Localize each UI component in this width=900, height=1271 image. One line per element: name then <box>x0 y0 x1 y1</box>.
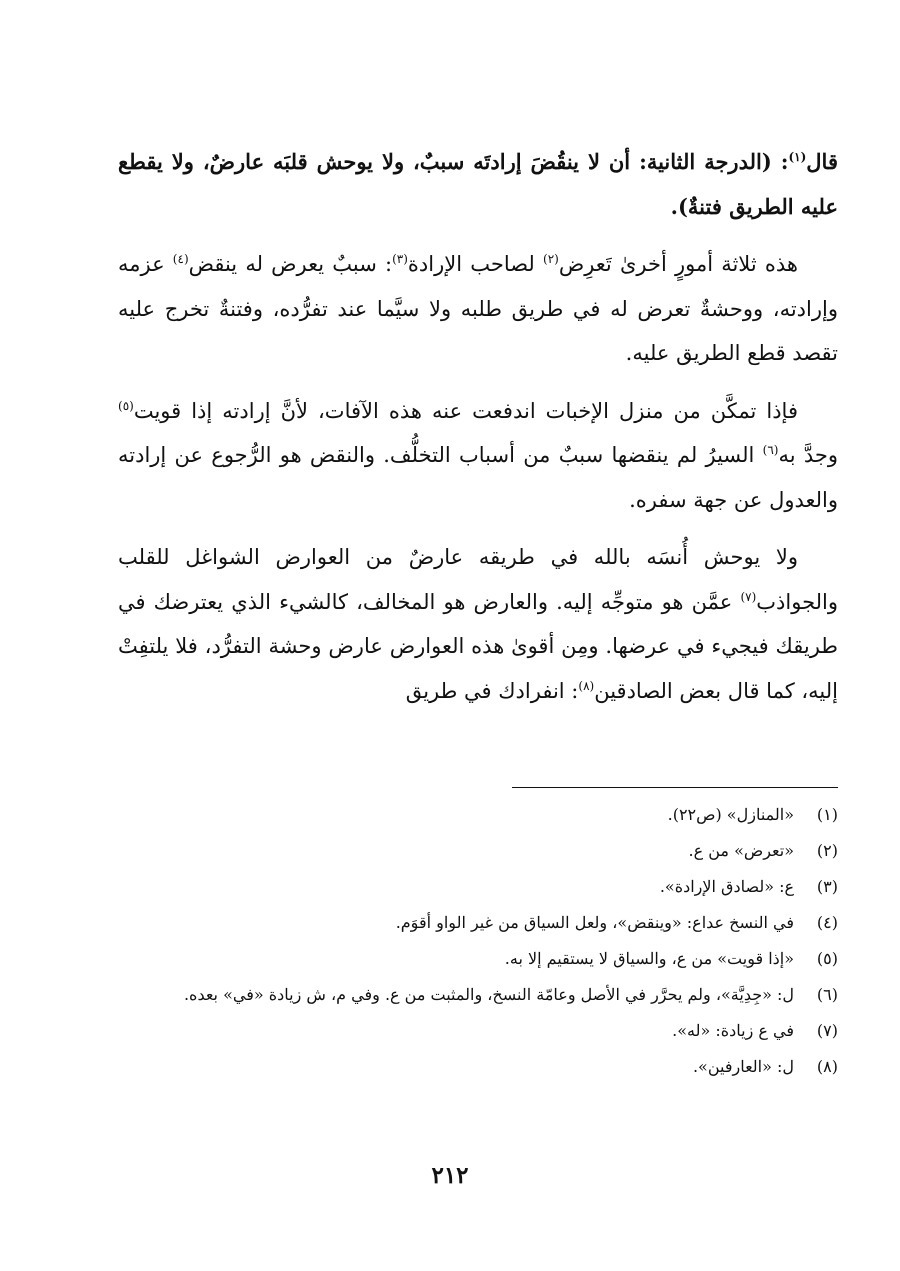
footnote-number: (٧) <box>816 1021 838 1040</box>
footnote-ref-4[interactable]: (٤) <box>172 252 189 266</box>
footnote-item <box>105 872 838 902</box>
footnotes <box>105 800 838 1088</box>
footnote-ref-2[interactable]: (٢) <box>543 252 559 266</box>
paragraph-three-matters <box>118 242 838 376</box>
quote-text: : (الدرجة الثانية: أن لا ينقُضَ إرادتَه سببٌ، ولا يوحش قلبَه عارضٌ، ولا يقطع عليه الطريق فتنةٌ). <box>118 149 838 219</box>
footnote-number: (٨) <box>816 1057 838 1076</box>
text-segment: وجدَّ به <box>778 443 838 467</box>
text-segment: لصاحب الإرادة <box>407 252 543 276</box>
footnote-item <box>105 908 838 938</box>
footnote-text: في ع زيادة: «له». <box>672 1021 794 1040</box>
main-text <box>118 140 838 726</box>
footnote-item <box>105 836 838 866</box>
paragraph-uns <box>118 535 838 713</box>
footnote-number: (٥) <box>816 949 838 968</box>
footnote-text: ل: «العارفين». <box>692 1057 794 1076</box>
footnote-item <box>105 944 838 974</box>
footnote-number: (٢) <box>816 841 838 860</box>
footnote-number: (٣) <box>816 877 838 896</box>
footnote-text: ل: «جِدِيَّة»، ولم يحرَّر في الأصل وعامّة النسخ، والمثبت من ع. وفي م، ش زيادة «في» بعده. <box>183 985 794 1004</box>
text-segment: ولا يوحش أُنسَه بالله في طريقه عارضٌ من العوارض الشواغل للقلب والجواذب <box>118 545 838 614</box>
page-number: ٢١٢ <box>431 1162 469 1189</box>
footnote-ref-3[interactable]: (٣) <box>392 252 408 266</box>
footnote-text: «المنازل» (ص٢٢). <box>667 805 794 824</box>
text-segment: : انفرادك في طريق <box>405 678 579 703</box>
footnote-divider <box>512 787 838 788</box>
footnote-number: (١) <box>816 805 838 824</box>
footnote-item <box>105 800 838 830</box>
footnote-text: «تعرض» من ع. <box>688 841 794 860</box>
footnote-text: في النسخ عداع: «وينقض»، ولعل السياق من غير الواو أقوَم. <box>395 913 794 932</box>
text-segment: عمَّن هو متوجِّه إليه. والعارض هو المخالف، كالشيء الذي يعترضك في طريقك فيجيء في عرضها. ومِن أقوىٰ هذه العوارض عارض وحشة التفرُّد، فلا يلتفِتْ إليه، كما قال بعض الصادقين <box>118 589 838 703</box>
text-segment: : سببٌ يعرض له ينقض <box>188 252 393 276</box>
paragraph-quote <box>118 140 838 229</box>
footnote-item <box>105 1052 838 1082</box>
footnote-ref-5[interactable]: (٥) <box>118 398 134 413</box>
text-segment: هذه ثلاثة أمورٍ أخرىٰ تَعرِض <box>558 252 798 276</box>
footnote-text: ع: «لصادق الإرادة». <box>659 877 794 896</box>
footnote-ref-8[interactable]: (٨) <box>578 678 595 693</box>
footnote-number: (٤) <box>816 913 838 932</box>
qala-word: قال <box>806 149 838 174</box>
footnote-ref-7[interactable]: (٧) <box>740 589 757 604</box>
text-segment: فإذا تمكَّن من منزل الإخبات اندفعت عنه هذه الآفات، لأنَّ إرادته إذا قويت <box>133 398 798 423</box>
text-segment: عزمه وإرادته، ووحشةٌ تعرض له في طريق طلبه ولا سيَّما عند تفرُّده، وفتنةٌ تخرج عليه تقصد قطع الطريق عليه. <box>118 252 838 365</box>
paragraph-ikhbat <box>118 389 838 523</box>
footnote-item <box>105 1016 838 1046</box>
footnote-text: «إذا قويت» من ع، والسياق لا يستقيم إلا به. <box>504 949 794 968</box>
footnote-ref-1[interactable]: (١) <box>788 150 807 164</box>
text-segment: السيرُ لم ينقضها سببٌ من أسباب التخلُّف. والنقض هو الرُّجوع عن إرادته والعدول عن جهة سفره. <box>118 443 838 512</box>
footnote-item <box>105 980 838 1010</box>
footnote-ref-6[interactable]: (٦) <box>762 443 779 457</box>
footnote-number: (٦) <box>816 985 838 1004</box>
